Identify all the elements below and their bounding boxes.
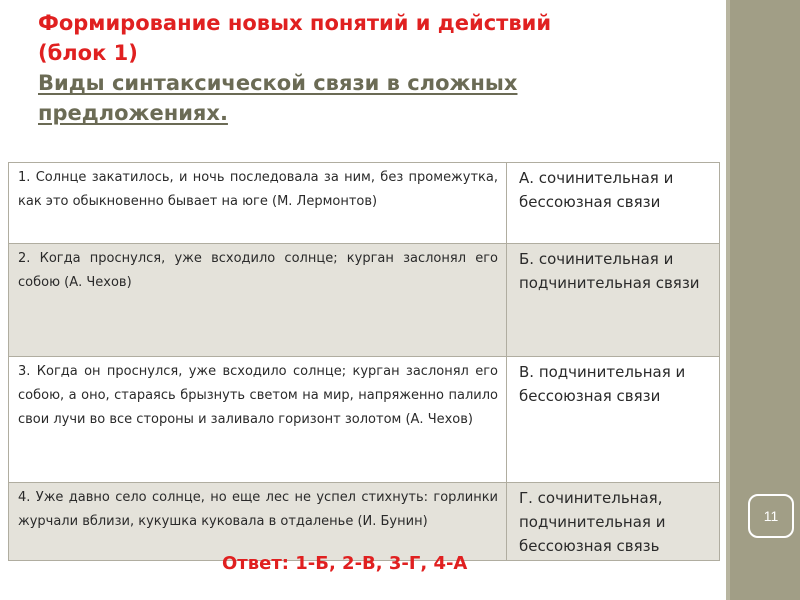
sentence-cell: 1. Солнце закатилось, и ночь последовала за ним, без промежутка, как это обыкновенно бывает на юге (М. Лермонтов) xyxy=(9,163,507,244)
title-line-1: Формирование новых понятий и действий xyxy=(38,11,552,35)
answer-option-cell: Г. сочинительная, подчинительная и бессоюзная связь xyxy=(507,483,720,561)
right-decor-line xyxy=(726,0,730,600)
table-row xyxy=(9,244,720,357)
title-line-2: (блок 1) xyxy=(38,41,138,65)
answer-option-cell: Б. сочинительная и подчинительная связи xyxy=(507,244,720,357)
sentence-cell: 2. Когда проснулся, уже всходило солнце; курган заслонял его собою (А. Чехов) xyxy=(9,244,507,357)
slide-title xyxy=(38,8,678,128)
answer-key: Ответ: 1-Б, 2-В, 3-Г, 4-А xyxy=(222,553,468,574)
table-row xyxy=(9,483,720,561)
title-line-3: Виды синтаксической связи в сложных xyxy=(38,71,518,95)
sentence-cell: 3. Когда он проснулся, уже всходило солнце; курган заслонял его собою, а оно, стараясь брызнуть светом на мир, напряженно палило свои лучи во все стороны и заливало горизонт золотом (А. Чехов) xyxy=(9,357,507,483)
table-row xyxy=(9,163,720,244)
page-number: 11 xyxy=(748,494,794,538)
title-line-4: предложениях. xyxy=(38,101,228,125)
table-row xyxy=(9,357,720,483)
answer-option-cell: В. подчинительная и бессоюзная связи xyxy=(507,357,720,483)
answer-option-cell: А. сочинительная и бессоюзная связи xyxy=(507,163,720,244)
sentence-cell: 4. Уже давно село солнце, но еще лес не успел стихнуть: горлинки журчали вблизи, кукушка куковала в отдаленье (И. Бунин) xyxy=(9,483,507,561)
syntax-table xyxy=(8,162,720,561)
